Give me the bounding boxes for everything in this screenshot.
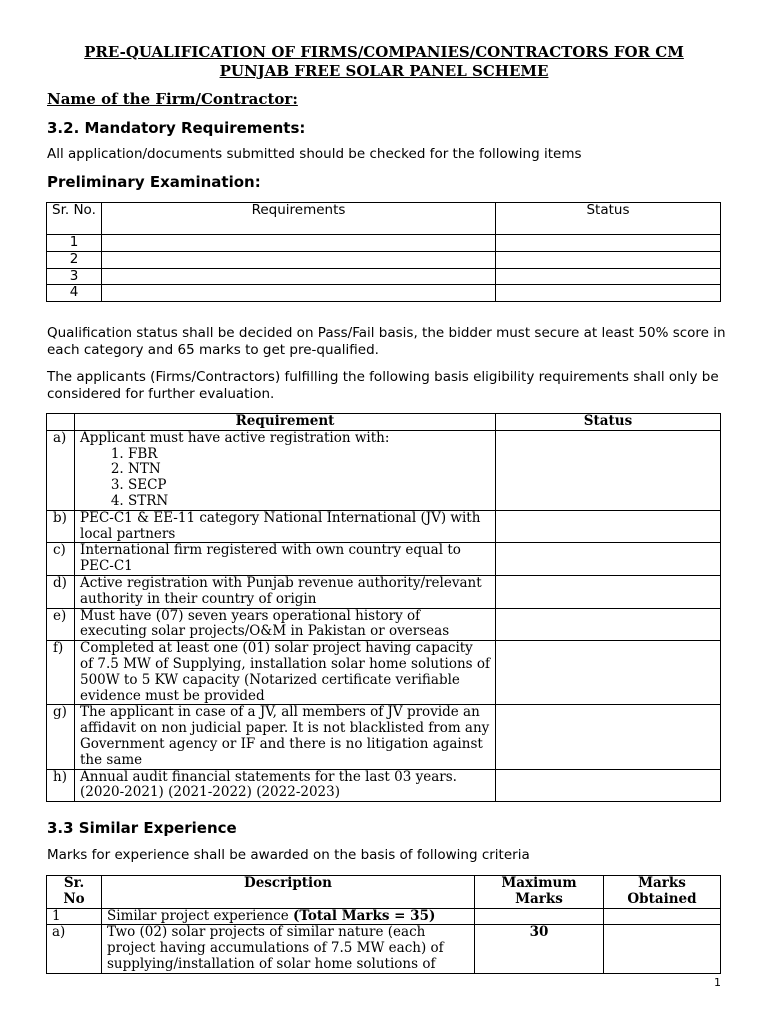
header-maximum-marks: Maximum Marks <box>475 876 604 909</box>
table-row <box>47 285 721 302</box>
mandatory-requirements-text: All application/documents submitted should be checked for the following items <box>47 146 582 162</box>
row-number: 4 <box>47 285 102 302</box>
status-cell <box>496 641 721 705</box>
row-label: g) <box>47 705 75 769</box>
row-label: c) <box>47 543 75 576</box>
eligibility-intro-text: The applicants (Firms/Contractors) fulfilling the following basis eligibility requirements shall only be considered for further evaluation. <box>47 369 719 402</box>
row-label: a) <box>47 925 102 973</box>
status-cell <box>496 608 721 641</box>
header-requirements: Requirements <box>102 203 496 235</box>
table-row <box>47 908 721 925</box>
header-status: Status <box>496 414 721 431</box>
requirement-cell: Active registration with Punjab revenue authority/relevant authority in their country of origin <box>75 575 496 608</box>
maximum-marks-cell <box>475 908 604 925</box>
row-label: d) <box>47 575 75 608</box>
list-item: 1. FBR <box>128 447 490 463</box>
preliminary-examination-table <box>46 202 721 302</box>
row-number: 3 <box>47 268 102 285</box>
similar-experience-heading: 3.3 Similar Experience <box>47 819 237 837</box>
table-row <box>47 769 721 802</box>
requirement-cell <box>75 430 496 510</box>
eligibility-requirements-table <box>46 413 721 802</box>
table-row <box>47 268 721 285</box>
list-item: 3. SECP <box>128 478 490 494</box>
firm-name-label: Name of the Firm/Contractor: <box>47 90 298 108</box>
requirement-cell: Annual audit financial statements for the last 03 years. (2020-2021) (2021-2022) (2022-2023) <box>75 769 496 802</box>
marks-obtained-cell <box>604 925 721 973</box>
document-title <box>40 43 728 81</box>
requirement-cell: Must have (07) seven years operational history of executing solar projects/O&M in Pakistan or overseas <box>75 608 496 641</box>
header-sr-no: Sr. No. <box>47 203 102 235</box>
status-cell <box>496 430 721 510</box>
table-row <box>47 235 721 252</box>
table-row <box>47 430 721 510</box>
maximum-marks-cell: 30 <box>475 925 604 973</box>
table-header-row <box>47 876 721 909</box>
row-label: f) <box>47 641 75 705</box>
requirement-cell <box>102 251 496 268</box>
description-cell <box>102 908 475 925</box>
requirement-cell <box>102 268 496 285</box>
header-label <box>47 414 75 431</box>
page-number: 1 <box>714 976 721 989</box>
requirement-cell <box>102 235 496 252</box>
requirement-cell: International firm registered with own country equal to PEC-C1 <box>75 543 496 576</box>
list-item: 4. STRN <box>128 494 490 510</box>
status-cell <box>496 268 721 285</box>
header-marks-obtained: Marks Obtained <box>604 876 721 909</box>
row-number: 2 <box>47 251 102 268</box>
total-marks-text: (Total Marks = 35) <box>293 907 436 924</box>
requirement-cell <box>102 285 496 302</box>
header-status: Status <box>496 203 721 235</box>
row-number: 1 <box>47 235 102 252</box>
preliminary-examination-heading: Preliminary Examination: <box>47 173 261 191</box>
status-cell <box>496 235 721 252</box>
header-requirement: Requirement <box>75 414 496 431</box>
status-cell <box>496 251 721 268</box>
table-row <box>47 575 721 608</box>
table-row <box>47 510 721 543</box>
registration-list <box>80 447 490 510</box>
title-line-2: PUNJAB FREE SOLAR PANEL SCHEME <box>219 62 549 80</box>
table-header-row <box>47 203 721 235</box>
table-row <box>47 251 721 268</box>
similar-experience-text: Marks for experience shall be awarded on the basis of following criteria <box>47 847 530 863</box>
table-row <box>47 705 721 769</box>
row-label: b) <box>47 510 75 543</box>
status-cell <box>496 769 721 802</box>
requirement-text: Applicant must have active registration with: <box>80 429 390 446</box>
title-line-1: PRE-QUALIFICATION OF FIRMS/COMPANIES/CONTRACTORS FOR CM <box>84 43 684 61</box>
status-cell <box>496 510 721 543</box>
row-label: e) <box>47 608 75 641</box>
header-sr-no: Sr. No <box>47 876 102 909</box>
requirement-cell: PEC-C1 & EE-11 category National International (JV) with local partners <box>75 510 496 543</box>
experience-marks-table <box>46 875 721 974</box>
marks-obtained-cell <box>604 908 721 925</box>
table-row <box>47 925 721 973</box>
status-cell <box>496 285 721 302</box>
description-cell: Two (02) solar projects of similar nature (each project having accumulations of 7.5 MW each) of supplying/installation of solar home solutions of <box>102 925 475 973</box>
requirement-cell: Completed at least one (01) solar project having capacity of 7.5 MW of Supplying, installation solar home solutions of 500W to 5 KW capacity (Notarized certificate verifiable evidence must be provided <box>75 641 496 705</box>
mandatory-requirements-heading: 3.2. Mandatory Requirements: <box>47 119 306 137</box>
row-label: h) <box>47 769 75 802</box>
list-item: 2. NTN <box>128 462 490 478</box>
status-cell <box>496 543 721 576</box>
status-cell <box>496 575 721 608</box>
description-text: Similar project experience <box>107 907 294 924</box>
qualification-status-text: Qualification status shall be decided on Pass/Fail basis, the bidder must secure at least 50% score in each category and 65 marks to get pre-qualified. <box>47 325 726 358</box>
table-row <box>47 608 721 641</box>
status-cell <box>496 705 721 769</box>
row-number: 1 <box>47 908 102 925</box>
table-row <box>47 641 721 705</box>
row-label: a) <box>47 430 75 510</box>
header-description: Description <box>102 876 475 909</box>
table-header-row <box>47 414 721 431</box>
table-row <box>47 543 721 576</box>
requirement-cell: The applicant in case of a JV, all members of JV provide an affidavit on non judicial paper. It is not blacklisted from any Government agency or IF and there is no litigation against the same <box>75 705 496 769</box>
